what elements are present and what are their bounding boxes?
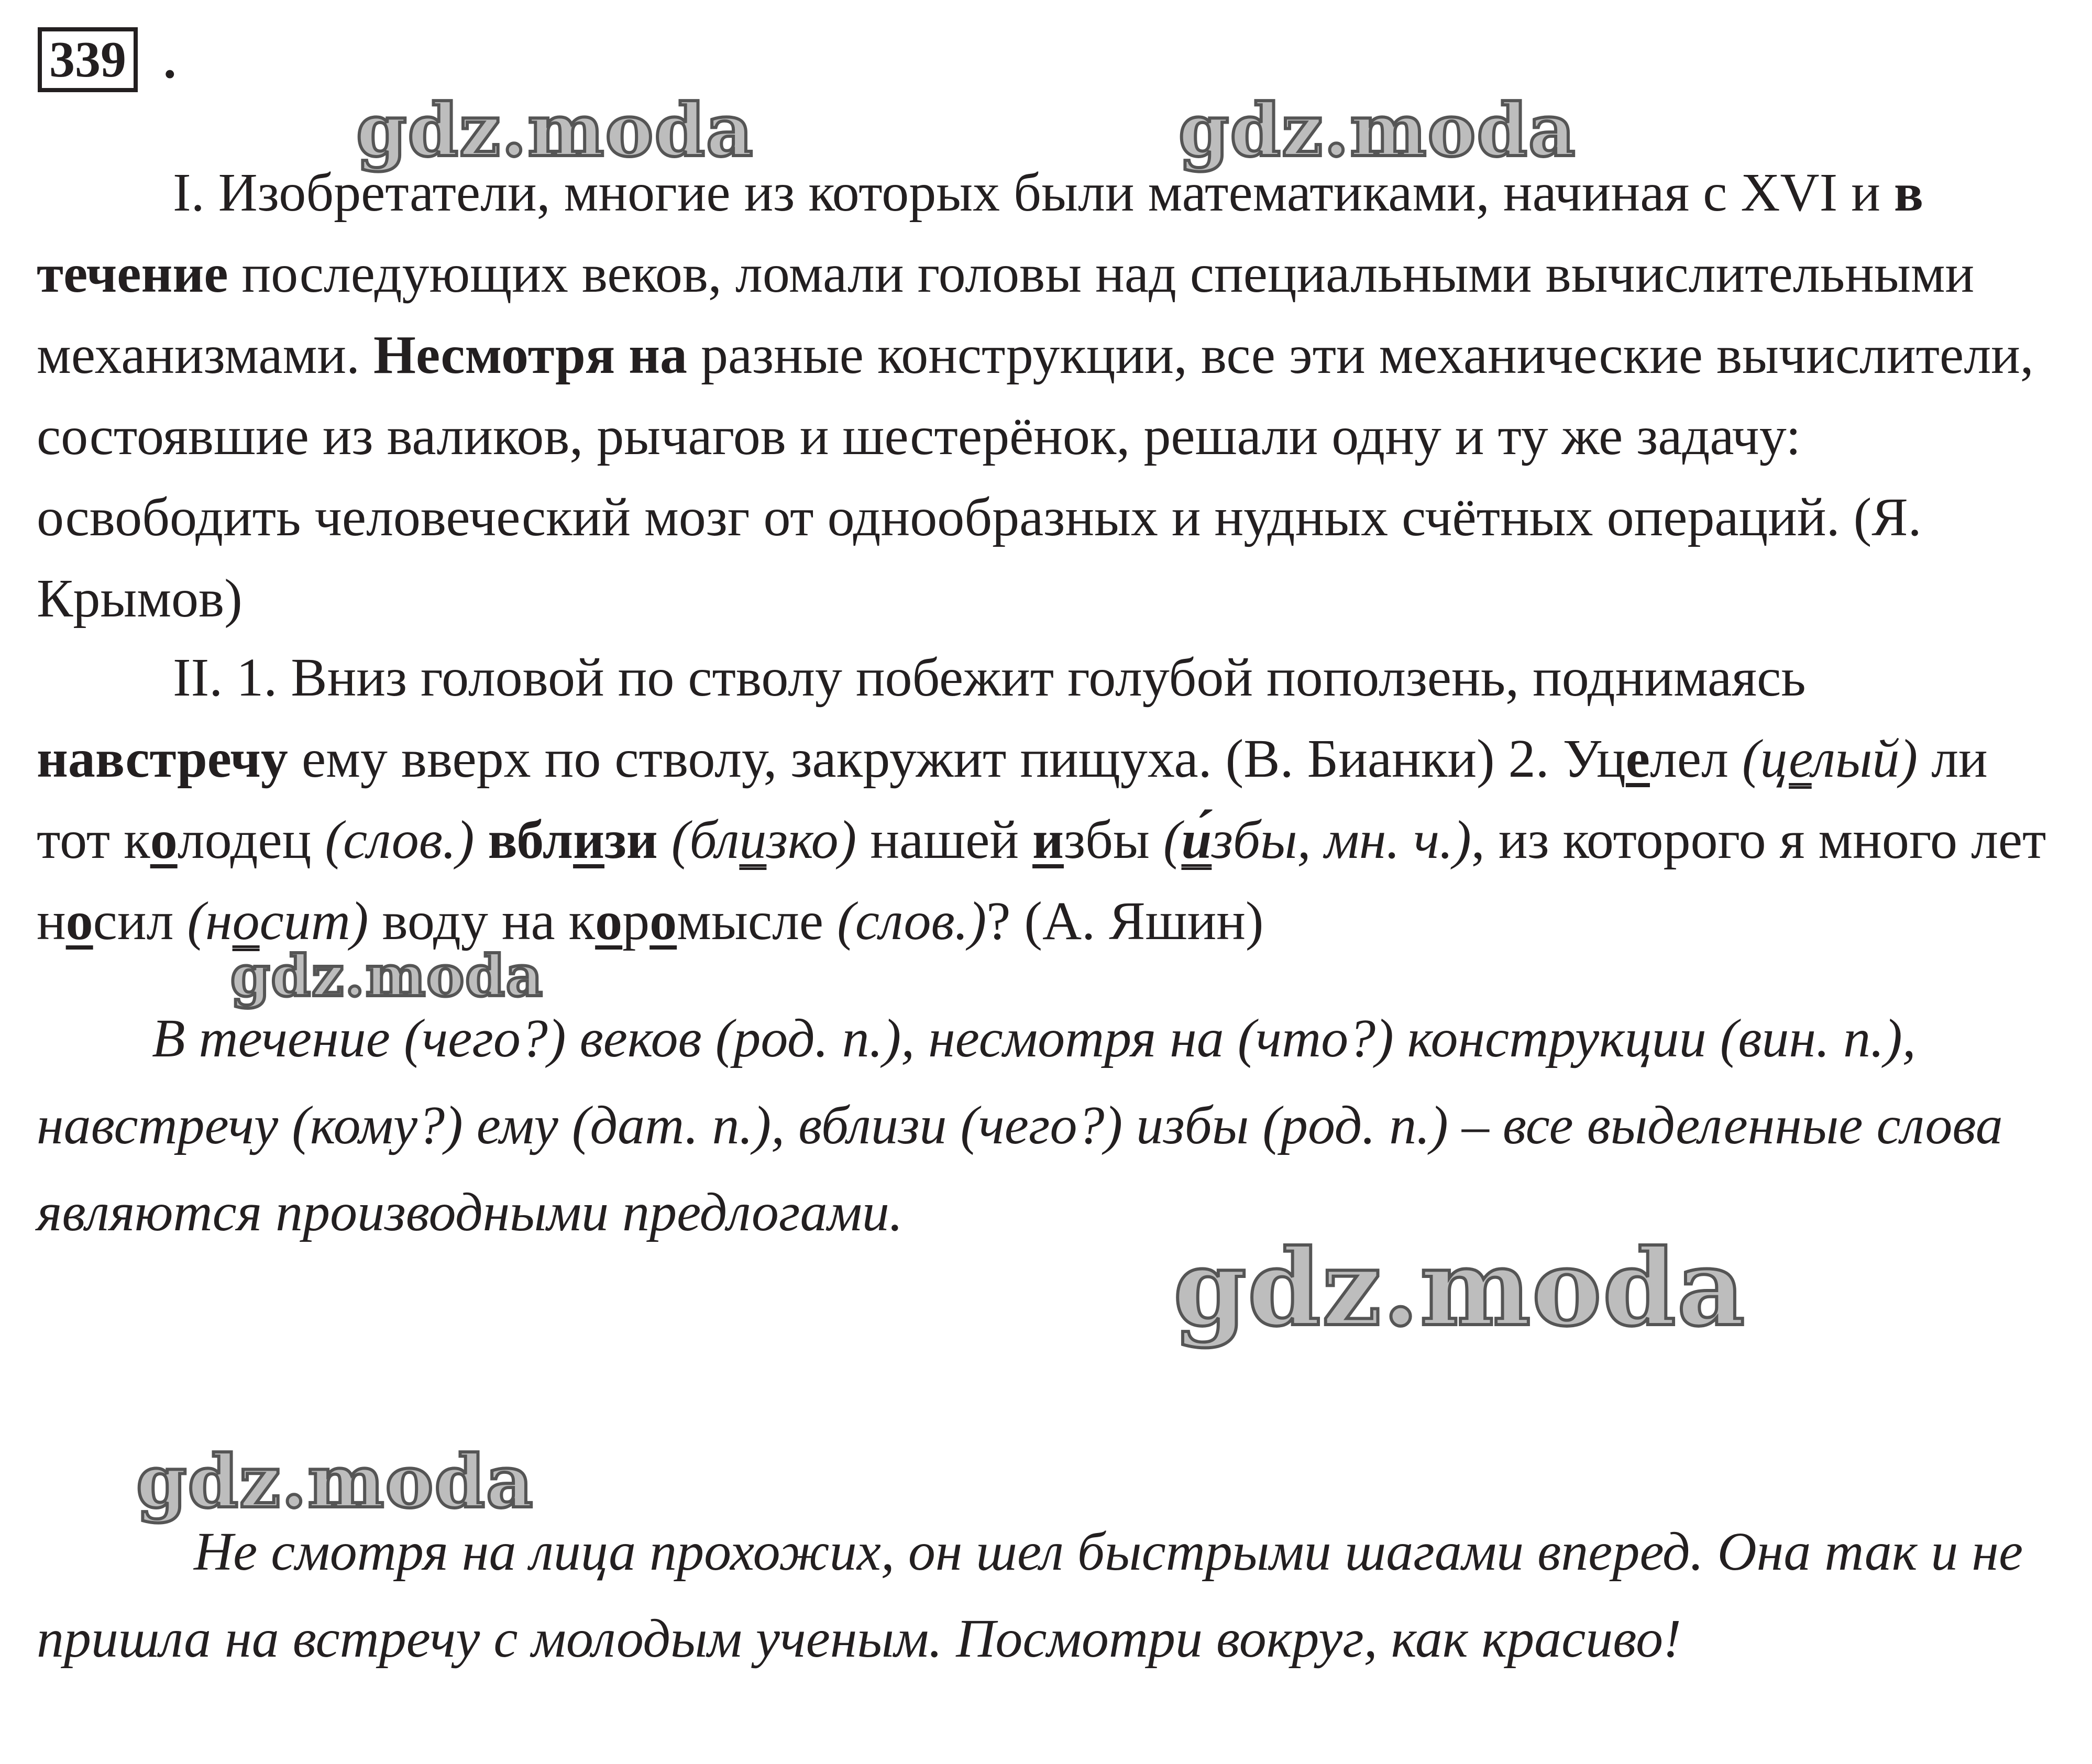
answer-text: В течение (чего?) веков (род. п.), несмотря на (что?) конструкции (вин. п.), навстречу (кому?) ему (дат. п.), вблизи (чего?) избы (род. п.) – все выделенные слова являются производными предлогами. [37,1008,2003,1242]
bold-preposition [488,810,658,870]
text-segment: ему вверх по стволу, закружит пищуха. (В. Бианки) 2. Уц [288,729,1626,789]
stressed-vowel: о [649,891,677,951]
text-segment: ? (А. Яшин) [986,891,1264,951]
stressed-vowel: о [150,810,178,870]
bold-part: вбл [488,810,574,870]
check-vowel: и́ [1181,810,1212,870]
check-word-part: (н [187,891,233,951]
check-word-part: збы, мн. ч.) [1212,810,1471,870]
check-word-part: сит) [259,891,369,951]
exercise-number-dot: . [163,32,177,89]
check-word [1742,729,1918,789]
text-segment: последующих веков, ломали головы над специальными вычислительными механизмами. [37,244,1975,385]
check-word-part: ( [1163,810,1182,870]
text-segment: лел [1649,729,1742,789]
stressed-vowel: и [573,810,604,870]
watermark: gdz.moda [356,87,754,173]
watermark: gdz.moda [230,943,544,1009]
text-segment: II. 1. Вниз головой по стволу побежит голубой поползень, поднимаясь [173,647,1806,708]
check-word [187,891,368,951]
bold-preposition: навстречу [37,729,288,789]
bold-preposition: в течение [37,162,1924,304]
stressed-vowel: и [1032,810,1064,870]
check-word-part: зко) [766,810,857,870]
example-sentences: Не смотря на лица прохожих, он шел быстрыми шагами вперед. Она так и не пришла на встречу с молодым ученым. Посмотри вокруг, как красиво! [37,1522,2023,1669]
stressed-vowel: о [595,891,623,951]
watermark: gdz.moda [136,1439,534,1524]
text-segment: р [622,891,650,951]
watermark: gdz.moda [1173,1227,1746,1350]
check-word [1163,810,1471,870]
text-part-1 [37,152,2064,639]
text-segment [475,810,488,870]
text-part-2 [37,637,2064,962]
check-vowel: и [739,810,767,870]
text-segment [658,810,671,870]
bold-part: зи [604,810,658,870]
check-word [671,810,857,870]
check-vowel: о [232,891,260,951]
text-segment: збы [1063,810,1163,870]
exercise-number: 339 [38,27,138,92]
text-segment: нашей [856,810,1033,870]
text-segment: лодец [177,810,325,870]
text-segment: I. Изобретатели, многие из которых были математиками, начиная с XVI и [173,162,1894,223]
stressed-vowel: о [65,891,93,951]
dictionary-note: (слов.) [325,810,475,870]
check-word-part: лый) [1811,729,1918,789]
text-segment: ли тот к [37,729,1988,870]
text-segment: разные конструкции, все эти механические вычислители, состоявшие из валиков, рычагов и шестерёнок, решали одну и ту же задачу: освободить человеческий мозг от однообразных и нудных счётных операций. (Я. Крымов) [37,325,2034,629]
bold-preposition: Несмотря на [373,325,688,385]
watermark: gdz.moda [1179,87,1577,173]
check-word-part: (ц [1742,729,1789,789]
text-segment: сил [93,891,188,951]
text-segment: мысле [677,891,838,951]
check-word-part: (бл [671,810,740,870]
check-vowel: е [1789,729,1812,789]
text-segment: воду на к [368,891,596,951]
dictionary-note: (слов.) [837,891,987,951]
stressed-vowel: е [1625,729,1650,789]
text-segment: , из которого я много лет н [37,810,2046,951]
